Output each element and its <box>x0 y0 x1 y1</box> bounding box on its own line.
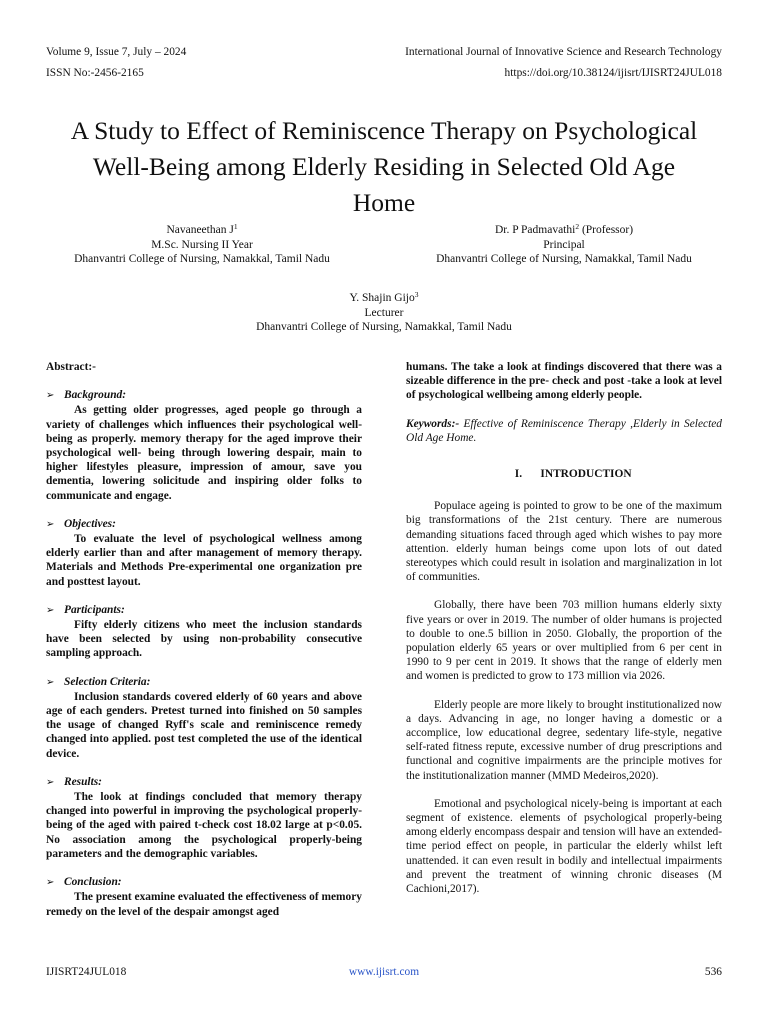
author-affiliation: Dhanvantri College of Nursing, Namakkal, Tamil Nadu <box>256 321 512 333</box>
arrow-bullet-icon: ➢ <box>46 604 55 616</box>
section-heading: Participants: <box>64 603 125 616</box>
author-affiliation: Dhanvantri College of Nursing, Namakkal, Tamil Nadu <box>436 253 692 265</box>
section-text: To evaluate the level of psychological wellness among elderly earlier than and after management of memory therapy. Materials and Methods Pre-experimental one organization pre and posttest layout. <box>46 533 362 588</box>
section-heading: Objectives: <box>64 517 116 530</box>
abstract-conclusion <box>46 875 362 919</box>
author-sup: 3 <box>414 290 419 299</box>
right-column <box>406 360 722 896</box>
arrow-bullet-icon: ➢ <box>46 518 55 530</box>
abstract-selection-criteria <box>46 675 362 761</box>
author-sup: 1 <box>233 222 238 231</box>
section-heading: Selection Criteria: <box>64 675 151 688</box>
journal-name: International Journal of Innovative Science and Research Technology <box>405 46 722 58</box>
author-block-3 <box>234 291 534 335</box>
abstract-background <box>46 388 362 503</box>
arrow-bullet-icon: ➢ <box>46 877 55 889</box>
section-heading: Background: <box>64 389 127 402</box>
abstract-results <box>46 775 362 861</box>
section-heading: Conclusion: <box>64 876 122 889</box>
abstract-participants <box>46 603 362 661</box>
keywords <box>406 417 722 445</box>
footer-site-link[interactable]: www.ijisrt.com <box>348 966 420 978</box>
section-text: The present examine evaluated the effectiveness of memory remedy on the level of the despair amongst aged <box>46 891 362 918</box>
intro-paragraph: Populace ageing is pointed to grow to be one of the maximum big transformations of the 21st century. There are numerous demanding situations faced through aged which wishes to pay more attention. elderly human beings come upon lots of out dated stereotypes which could result in isolation and marginalization in lot of communities. <box>406 500 722 584</box>
paper-title: A Study to Effect of Reminiscence Therapy on Psychological Well-Being among Elderly Residing in Selected Old Age Home <box>70 116 698 218</box>
abstract-column <box>46 360 362 919</box>
author-block-2 <box>414 223 714 267</box>
abstract-continuation: humans. The take a look at findings discovered that there was a sizeable difference in the pre- check and post -take a look at level of psychological wellbeing among elderly people. <box>406 361 722 402</box>
abstract-objectives <box>46 517 362 589</box>
author-sup: 2 <box>575 222 580 231</box>
keywords-label: Keywords:- <box>406 417 460 430</box>
intro-paragraph: Globally, there have been 703 million humans elderly sixty five years or over in 2019. The number of older humans is projected to double to one.5 billion in 2050. Globally, the proportion of the population elderly 65 years or over multiplied from 6 per cent in 1990 to 9 per cent in 2019. It shows that the range of elderly men and women is predicted to grow to 173 million via 2026. <box>406 599 722 683</box>
author-role: Principal <box>543 238 585 251</box>
section-text: The look at findings concluded that memory therapy changed into powerful in improving the psychological properly-being of the aged with paired t-check cost 18.02 large at p<0.05. No association among the psychological properly-being parameters and the demographic variables. <box>46 791 362 860</box>
author-block-1 <box>52 223 352 267</box>
arrow-bullet-icon: ➢ <box>46 390 55 402</box>
page-number: 536 <box>704 966 722 978</box>
author-role: Lecturer <box>364 306 404 319</box>
arrow-bullet-icon: ➢ <box>46 776 55 788</box>
arrow-bullet-icon: ➢ <box>46 676 55 688</box>
issn: ISSN No:-2456-2165 <box>46 67 144 79</box>
doi-link[interactable]: https://doi.org/10.38124/ijisrt/IJISRT24JUL018 <box>504 67 722 79</box>
section-text: Inclusion standards covered elderly of 60 years and above age of each genders. Pretest turned into finished on 50 samples the usage of changed Ryff's scale and reminiscence remedy changed into applied. post test completed the use of the identical device. <box>46 690 362 760</box>
keywords-text: Effective of Reminiscence Therapy ,Elderly in Selected Old Age Home. <box>406 417 722 444</box>
introduction-heading <box>406 467 722 481</box>
author-role: M.Sc. Nursing II Year <box>151 238 253 251</box>
author-name: Navaneethan J <box>166 224 234 236</box>
footer-code: IJISRT24JUL018 <box>46 966 127 978</box>
author-title: (Professor) <box>579 224 634 236</box>
section-text: As getting older progresses, aged people go through a variety of challenges which influences their psychological well-being as properly. memory therapy for the aged improve their psychological well- being through lowering despair, main to higher lifestyles pleasure, impression of amour, save you dementia, lowering solicitude and inspiring older folks to communicate and engage. <box>46 404 362 502</box>
author-name: Y. Shajin Gijo <box>349 292 415 304</box>
volume-info: Volume 9, Issue 7, July – 2024 <box>46 46 187 58</box>
section-title: INTRODUCTION <box>540 468 632 481</box>
intro-paragraph: Emotional and psychological nicely-being is important at each segment of existence. elements of psychological properly-being among elderly encompass despair and tension will have an extended-time period effect on people, in particular the elderly whilst left unattended. it can even result in bodily and intellectual impairments and prevent the treatment of winning chronic diseases (M Cachioni,2017). <box>406 797 722 896</box>
intro-paragraph: Elderly people are more likely to brought institutionalized now a days. Advancing in age, no longer having a domestic or a accomplice, low educational degree, sedentary life-style, negative self-rated fitness repute, excessive number of drug prescriptions and functional and cognitive impairments are the principle motives for the institutionalization manner (MMD Medeiros,2020). <box>406 698 722 782</box>
author-name: Dr. P Padmavathi <box>494 224 576 236</box>
section-heading: Results: <box>64 775 102 788</box>
abstract-label: Abstract:- <box>46 361 96 373</box>
author-affiliation: Dhanvantri College of Nursing, Namakkal, Tamil Nadu <box>74 253 330 265</box>
section-text: Fifty elderly citizens who meet the inclusion standards have been selected by using non-probability consecutive sampling approach. <box>46 619 362 660</box>
section-number: I. <box>514 468 523 481</box>
